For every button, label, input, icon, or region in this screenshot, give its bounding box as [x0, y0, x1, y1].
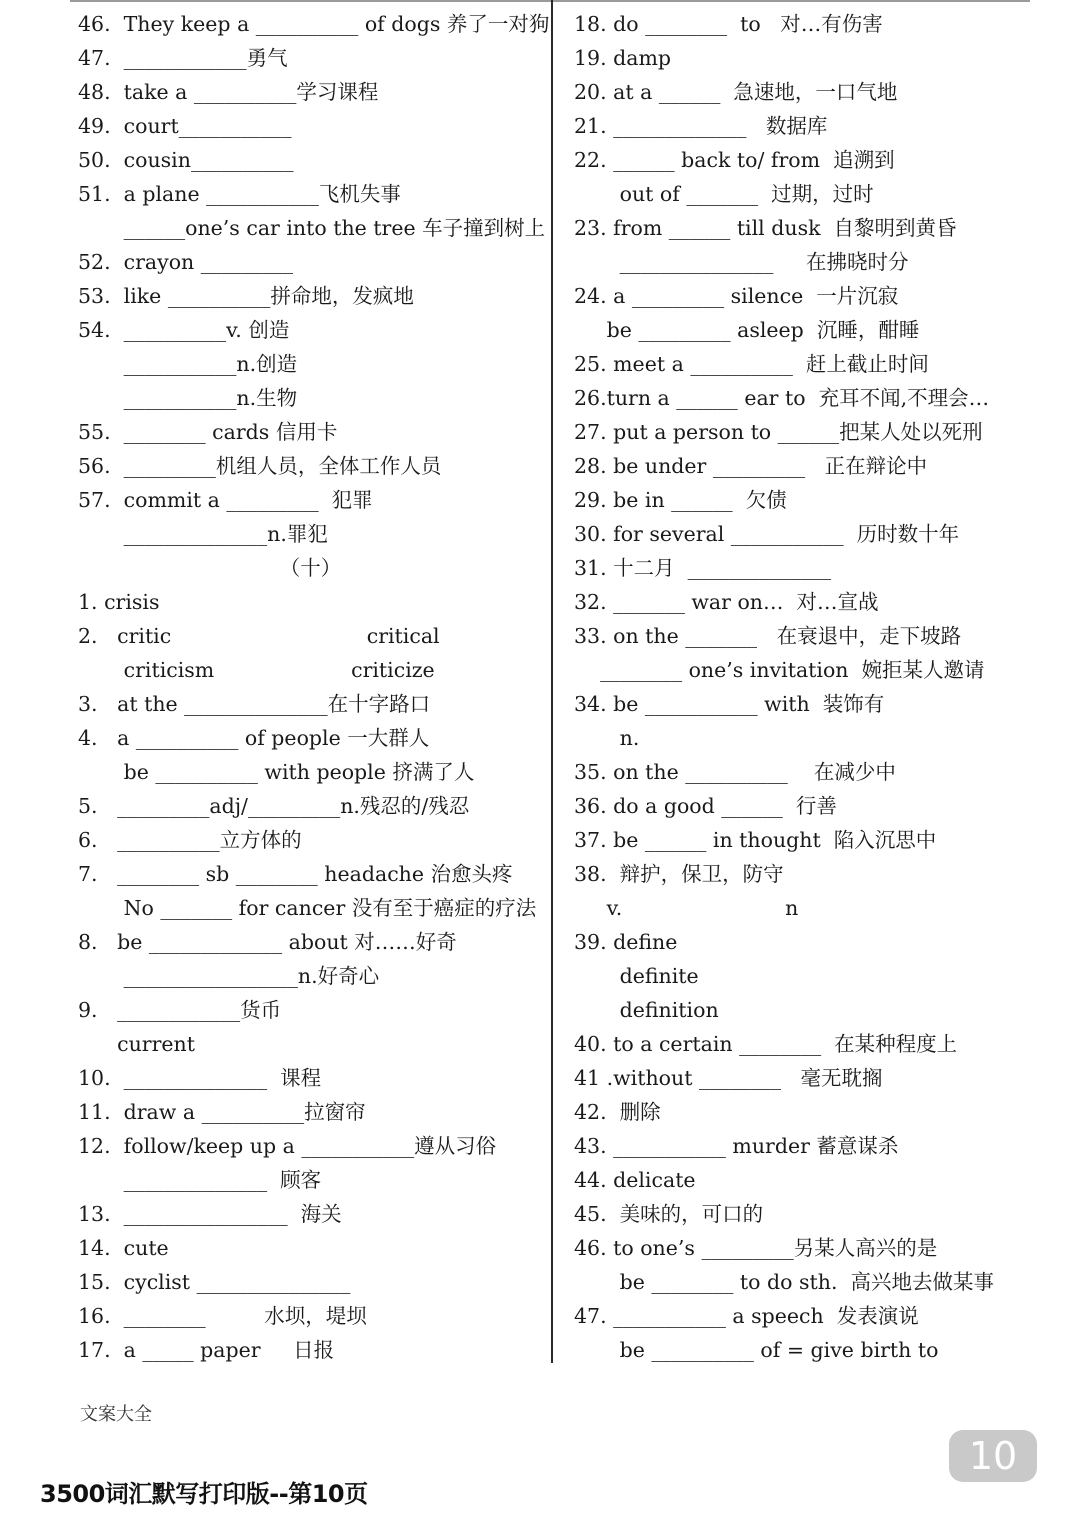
vocab-line: 41 .without ________ 毫无耽搁: [574, 1066, 883, 1090]
vocab-line: 43. ___________ murder 蓄意谋杀: [574, 1134, 899, 1158]
vocab-line: 57. commit a _________ 犯罪: [78, 488, 373, 512]
vocab-line: 36. do a good ______ 行善: [574, 794, 837, 818]
vocab-line: 3. at the ______________在十字路口: [78, 692, 431, 716]
vocab-line: definition: [574, 998, 719, 1022]
top-rule: [70, 0, 1030, 2]
vocab-line: ______one’s car into the tree 车子撞到树上: [78, 216, 546, 240]
vocab-line: 37. be ______ in thought 陷入沉思中: [574, 828, 937, 852]
column-divider: [551, 0, 553, 1363]
vocab-line: 8. be _____________ about 对……好奇: [78, 930, 457, 954]
vocab-line: 1. crisis: [78, 590, 160, 614]
vocab-line: 38. 辩护，保卫，防守: [574, 862, 784, 886]
vocab-line: 18. do ________ to 对…有伤害: [574, 12, 883, 36]
vocab-line: ______________ 顾客: [78, 1168, 322, 1192]
vocab-line: 4. a __________ of people 一大群人: [78, 726, 430, 750]
vocab-line: 28. be under _________ 正在辩论中: [574, 454, 928, 478]
vocab-line: 23. from ______ till dusk 自黎明到黄昏: [574, 216, 957, 240]
vocab-line: 16. ________ 水坝，堤坝: [78, 1304, 367, 1328]
vocab-line: 39. define: [574, 930, 678, 954]
vocab-line: 30. for several ___________ 历时数十年: [574, 522, 960, 546]
vocab-line: 10. ______________ 课程: [78, 1066, 322, 1090]
vocab-line: ________ one’s invitation 婉拒某人邀请: [574, 658, 985, 682]
vocab-line: 12. follow/keep up a ___________遵从习俗: [78, 1134, 497, 1158]
vocab-line: 25. meet a __________ 赶上截止时间: [574, 352, 929, 376]
vocab-line: criticism criticize: [78, 658, 435, 682]
vocab-line: 6. __________立方体的: [78, 828, 302, 852]
vocab-line: 31. 十二月 ______________: [574, 556, 832, 580]
vocab-line: 53. like __________拼命地，发疯地: [78, 284, 414, 308]
vocab-line: 5. _________adj/_________n.残忍的/残忍: [78, 794, 470, 818]
vocab-line: ___________n.生物: [78, 386, 298, 410]
vocab-line: v. n: [574, 896, 799, 920]
vocab-line: 47. ___________ a speech 发表演说: [574, 1304, 919, 1328]
vocab-line: 56. _________机组人员，全体工作人员: [78, 454, 442, 478]
vocab-line: be __________ of = give birth to: [574, 1338, 939, 1362]
vocab-line: 46. They keep a __________ of dogs 养了一对狗: [78, 12, 550, 36]
bottom-caption: 3500词汇默写打印版--第10页: [40, 1480, 368, 1508]
vocab-line: 33. on the _______ 在衰退中，走下坡路: [574, 624, 962, 648]
vocab-line: 7. ________ sb ________ headache 治愈头疼: [78, 862, 513, 886]
vocab-line: 32. _______ war on… 对…宣战: [574, 590, 879, 614]
vocab-line: 34. be ___________ with 装饰有: [574, 692, 885, 716]
right-column: [574, 7, 1044, 1367]
page-number-badge: 10: [949, 1430, 1037, 1482]
vocab-line: n.: [574, 726, 640, 750]
vocab-line: 44. delicate: [574, 1168, 696, 1192]
vocab-line: 42. 删除: [574, 1100, 661, 1124]
vocab-line: 50. cousin__________: [78, 148, 294, 172]
vocab-line: ___________n.创造: [78, 352, 298, 376]
vocab-line: 35. on the __________ 在减少中: [574, 760, 896, 784]
vocab-line: （十）: [279, 556, 342, 580]
vocab-line: 17. a _____ paper 日报: [78, 1338, 335, 1362]
vocab-line: 48. take a __________学习课程: [78, 80, 379, 104]
vocab-line: 29. be in ______ 欠债: [574, 488, 787, 512]
vocab-line: definite: [574, 964, 699, 988]
vocab-line: out of _______ 过期，过时: [574, 182, 874, 206]
vocab-line: 26.turn a ______ ear to 充耳不闻,不理会…: [574, 386, 990, 410]
vocab-line: 47. ____________勇气: [78, 46, 288, 70]
vocab-line: 14. cute: [78, 1236, 169, 1260]
vocab-line: 11. draw a __________拉窗帘: [78, 1100, 366, 1124]
vocab-line: _________________n.好奇心: [78, 964, 380, 988]
vocab-line: be _________ asleep 沉睡，酣睡: [574, 318, 920, 342]
footer-note: 文案大全: [80, 1404, 152, 1425]
vocab-line: 24. a _________ silence 一片沉寂: [574, 284, 899, 308]
vocab-line: 21. _____________ 数据库: [574, 114, 828, 138]
vocab-line: 51. a plane ___________飞机失事: [78, 182, 401, 206]
vocab-line: _______________ 在拂晓时分: [574, 250, 909, 274]
vocab-line: 46. to one’s _________另某人高兴的是: [574, 1236, 938, 1260]
vocab-line: 27. put a person to ______把某人处以死刑: [574, 420, 983, 444]
vocab-line: 9. ____________货币: [78, 998, 282, 1022]
vocab-line: 55. ________ cards 信用卡: [78, 420, 338, 444]
vocab-line: 20. at a ______ 急速地，一口气地: [574, 80, 898, 104]
vocab-line: be __________ with people 挤满了人: [78, 760, 475, 784]
vocab-line: be ________ to do sth. 高兴地去做某事: [574, 1270, 994, 1294]
vocab-line: ______________n.罪犯: [78, 522, 328, 546]
vocab-line: No _______ for cancer 没有至于癌症的疗法: [78, 896, 537, 920]
vocab-line: 52. crayon _________: [78, 250, 294, 274]
vocab-line: 45. 美味的，可口的: [574, 1202, 764, 1226]
vocab-line: 2. critic critical: [78, 624, 440, 648]
vocab-line: 22. ______ back to/ from 追溯到: [574, 148, 895, 172]
vocab-line: 49. court___________: [78, 114, 292, 138]
vocab-line: 19. damp: [574, 46, 672, 70]
vocab-line: 15. cyclist _______________: [78, 1270, 351, 1294]
left-column: [78, 7, 550, 1367]
vocab-line: 40. to a certain ________ 在某种程度上: [574, 1032, 958, 1056]
vocab-line: 13. ________________ 海关: [78, 1202, 342, 1226]
vocab-line: current: [78, 1032, 195, 1056]
vocab-line: 54. __________v. 创造: [78, 318, 290, 342]
